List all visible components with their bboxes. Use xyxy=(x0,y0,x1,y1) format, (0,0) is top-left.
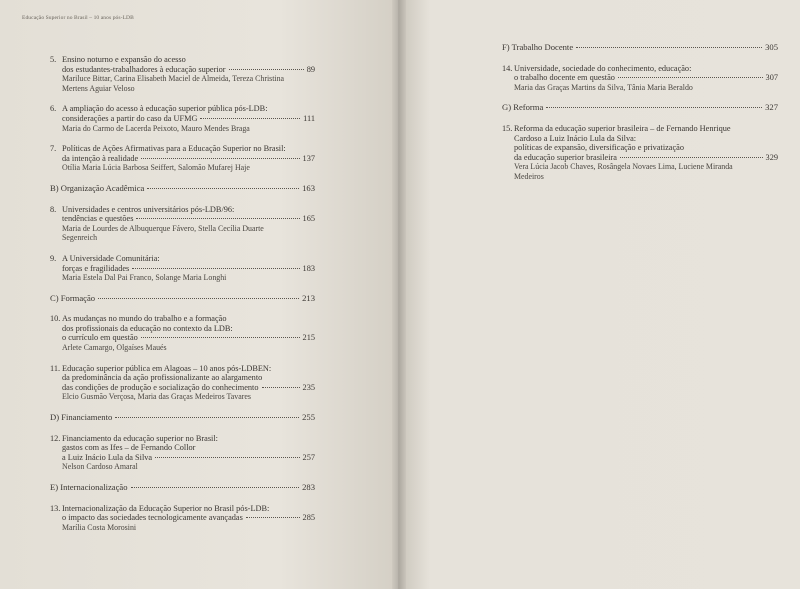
entry-title xyxy=(50,483,315,493)
left-page xyxy=(0,0,398,589)
dot-leader xyxy=(246,517,300,518)
toc-entry xyxy=(50,254,315,283)
toc-entry xyxy=(502,124,778,182)
title-line xyxy=(62,65,315,75)
title-line xyxy=(502,103,778,113)
dot-leader xyxy=(136,218,299,219)
title-line: Internacionalização da Educação Superior no Brasil pós-LDB: xyxy=(62,503,270,513)
entry-title xyxy=(502,43,778,53)
toc-entry xyxy=(50,104,315,133)
title-line xyxy=(62,214,315,224)
entry-authors: Nelson Cardoso Amaral xyxy=(62,462,138,472)
toc-entry xyxy=(50,314,315,352)
dot-leader xyxy=(147,188,299,189)
entry-number: 8. xyxy=(50,204,57,214)
dot-leader xyxy=(618,77,763,78)
entry-authors: Mariluce Bittar, Carina Elisabeth Maciel de Almeida, Tereza Christina xyxy=(62,74,285,84)
spacer xyxy=(502,113,778,124)
dot-leader xyxy=(131,487,300,488)
entry-title xyxy=(50,184,315,194)
page-number: 89 xyxy=(306,64,315,74)
toc-entry xyxy=(50,434,315,472)
entry-title xyxy=(50,104,315,133)
title-text: E) Internacionalização xyxy=(50,482,128,492)
page-number: 327 xyxy=(765,102,778,113)
title-line: Educação superior pública em Alagoas – 10 anos pós-LDBEN: xyxy=(62,363,272,373)
entry-authors: Vera Lúcia Jacob Chaves, Rosângela Novaes Lima, Luciene Miranda xyxy=(514,162,733,172)
title-line: Reforma da educação superior brasileira – de Fernando Henrique xyxy=(514,123,731,133)
dot-leader xyxy=(141,158,299,159)
title-line xyxy=(514,153,778,163)
entry-number: 15. xyxy=(502,123,513,133)
toc-entry xyxy=(50,504,315,533)
spacer xyxy=(50,93,315,104)
dot-leader xyxy=(115,417,299,418)
dot-leader xyxy=(229,69,304,70)
entry-authors: Arlete Camargo, Olgaíses Maués xyxy=(62,343,167,353)
dot-leader xyxy=(546,107,762,108)
entry-title xyxy=(50,144,315,173)
title-line xyxy=(50,294,315,304)
entry-authors: Otília Maria Lúcia Barbosa Seiffert, Salomão Mufarej Haje xyxy=(62,163,250,173)
toc-right-column xyxy=(502,43,778,182)
entry-title xyxy=(50,364,315,402)
entry-title xyxy=(50,413,315,423)
entry-number: 7. xyxy=(50,144,57,154)
spacer xyxy=(50,493,315,504)
page-number: 215 xyxy=(302,333,315,343)
dot-leader xyxy=(155,457,299,458)
title-line xyxy=(62,453,315,463)
title-line xyxy=(62,264,315,274)
title-line: dos profissionais da educação no contexto da LDB: xyxy=(62,323,233,333)
book-gutter xyxy=(392,0,406,589)
entry-authors: Maria do Carmo de Lacerda Peixoto, Mauro Mendes Braga xyxy=(62,123,250,133)
entry-title xyxy=(502,103,778,113)
entry-authors: Mertens Aguiar Veloso xyxy=(62,83,135,93)
title-line xyxy=(62,154,315,164)
dot-leader xyxy=(141,337,300,338)
entry-authors: Maria das Graças Martins da Silva, Tânia Maria Beraldo xyxy=(514,82,693,92)
title-line xyxy=(502,43,778,53)
title-line xyxy=(62,383,315,393)
entry-title xyxy=(50,294,315,304)
title-line: Financiamento da educação superior no Brasil: xyxy=(62,433,218,443)
entry-authors: Elcio Gusmão Verçosa, Maria das Graças Medeiros Tavares xyxy=(62,392,251,402)
title-text: considerações a partir do caso da UFMG xyxy=(62,113,198,123)
entry-number: 12. xyxy=(50,433,61,443)
page-number: 183 xyxy=(302,263,315,273)
entry-authors: Marília Costa Morosini xyxy=(62,522,137,532)
toc-left-column xyxy=(50,55,315,532)
title-line: Universidades e centros universitários pós-LDB/96: xyxy=(62,204,235,214)
title-text: o trabalho docente em questão xyxy=(514,73,615,83)
title-line: Universidade, sociedade do conhecimento, educação: xyxy=(514,63,692,73)
title-line xyxy=(50,184,315,194)
title-text: das condições de produção e socialização do conhecimento xyxy=(62,382,259,392)
title-text: da intenção à realidade xyxy=(62,153,139,163)
title-line: Ensino noturno e expansão do acesso xyxy=(62,55,186,64)
toc-section xyxy=(502,103,778,113)
toc-entry xyxy=(50,205,315,243)
entry-number: 9. xyxy=(50,253,57,263)
title-line: políticas de expansão, diversificação e privatização xyxy=(514,143,685,153)
entry-number: 10. xyxy=(50,314,61,324)
title-text: o impacto das sociedades tecnologicamente avançadas xyxy=(62,513,243,523)
title-text: F) Trabalho Docente xyxy=(502,42,574,52)
entry-number: 5. xyxy=(50,55,57,64)
spacer xyxy=(50,194,315,205)
running-head: Educação Superior no Brasil – 10 anos pós-LDB xyxy=(22,15,134,21)
title-line xyxy=(62,114,315,124)
spacer xyxy=(50,353,315,364)
title-line xyxy=(514,73,778,83)
title-line xyxy=(62,333,315,343)
page-number: 283 xyxy=(302,482,315,492)
title-text: D) Financiamento xyxy=(50,412,113,423)
title-line: A Universidade Comunitária: xyxy=(62,253,160,263)
right-page xyxy=(398,0,800,589)
entry-title xyxy=(50,504,315,533)
toc-section xyxy=(50,184,315,194)
title-text: forças e fragilidades xyxy=(62,263,130,273)
entry-authors: Segenreich xyxy=(62,233,98,243)
page-number: 329 xyxy=(765,152,778,162)
entry-title xyxy=(50,55,315,93)
spacer xyxy=(502,92,778,103)
spacer xyxy=(50,133,315,144)
page-number: 285 xyxy=(302,513,315,523)
toc-section xyxy=(50,483,315,493)
title-text: tendências e questões xyxy=(62,214,134,224)
title-text: a Luiz Inácio Lula da Silva xyxy=(62,452,153,462)
page-number: 111 xyxy=(303,113,315,123)
entry-number: 14. xyxy=(502,63,513,73)
page-number: 163 xyxy=(302,182,315,193)
toc-entry xyxy=(50,364,315,402)
title-line: As mudanças no mundo do trabalho e a formação xyxy=(62,314,227,324)
page-number: 257 xyxy=(302,452,315,462)
spacer xyxy=(50,243,315,254)
title-text: o currículo em questão xyxy=(62,333,138,343)
spacer xyxy=(50,423,315,434)
entry-title xyxy=(50,434,315,472)
dot-leader xyxy=(576,47,762,48)
toc-entry xyxy=(502,64,778,93)
toc-section xyxy=(50,413,315,423)
entry-number: 11. xyxy=(50,363,61,373)
page-number: 255 xyxy=(302,412,315,423)
title-line xyxy=(50,413,315,423)
entry-authors: Maria de Lourdes de Albuquerque Fávero, Stella Cecília Duarte xyxy=(62,223,264,233)
entry-title xyxy=(50,254,315,283)
toc-entry xyxy=(50,55,315,93)
title-line: da predominância da ação profissionalizante ao alargamento xyxy=(62,373,263,383)
entry-number: 13. xyxy=(50,503,61,513)
dot-leader xyxy=(262,387,300,388)
entry-number: 6. xyxy=(50,104,57,114)
title-text: B) Organização Acadêmica xyxy=(50,182,145,193)
title-line xyxy=(62,513,315,523)
title-text: dos estudantes-trabalhadores à educação superior xyxy=(62,64,226,74)
entry-title xyxy=(502,124,778,182)
page-number: 305 xyxy=(765,42,778,52)
dot-leader xyxy=(620,157,763,158)
toc-section xyxy=(502,43,778,53)
title-line: gastos com as Ifes – de Fernando Collor xyxy=(62,443,196,453)
title-line: Cardoso a Luiz Inácio Lula da Silva: xyxy=(514,133,637,143)
toc-entry xyxy=(50,144,315,173)
toc-section xyxy=(50,294,315,304)
dot-leader xyxy=(132,268,299,269)
page-number: 213 xyxy=(302,292,315,303)
entry-title xyxy=(50,314,315,352)
title-line: Políticas de Ações Afirmativas para a Educação Superior no Brasil: xyxy=(62,144,286,154)
title-text: da educação superior brasileira xyxy=(514,152,617,162)
page-number: 137 xyxy=(302,153,315,163)
title-line xyxy=(50,483,315,493)
spacer xyxy=(50,303,315,314)
entry-title xyxy=(502,64,778,93)
entry-authors: Medeiros xyxy=(514,171,544,181)
spacer xyxy=(502,53,778,64)
dot-leader xyxy=(200,118,300,119)
entry-authors: Maria Estela Dal Pai Franco, Solange Maria Longhi xyxy=(62,273,227,283)
title-line: A ampliação do acesso à educação superior pública pós-LDB: xyxy=(62,104,268,114)
dot-leader xyxy=(98,298,299,299)
title-text: G) Reforma xyxy=(502,102,544,113)
page-number: 235 xyxy=(302,382,315,392)
title-text: C) Formação xyxy=(50,292,96,303)
page-number: 165 xyxy=(302,214,315,224)
entry-title xyxy=(50,205,315,243)
page-number: 307 xyxy=(765,73,778,83)
